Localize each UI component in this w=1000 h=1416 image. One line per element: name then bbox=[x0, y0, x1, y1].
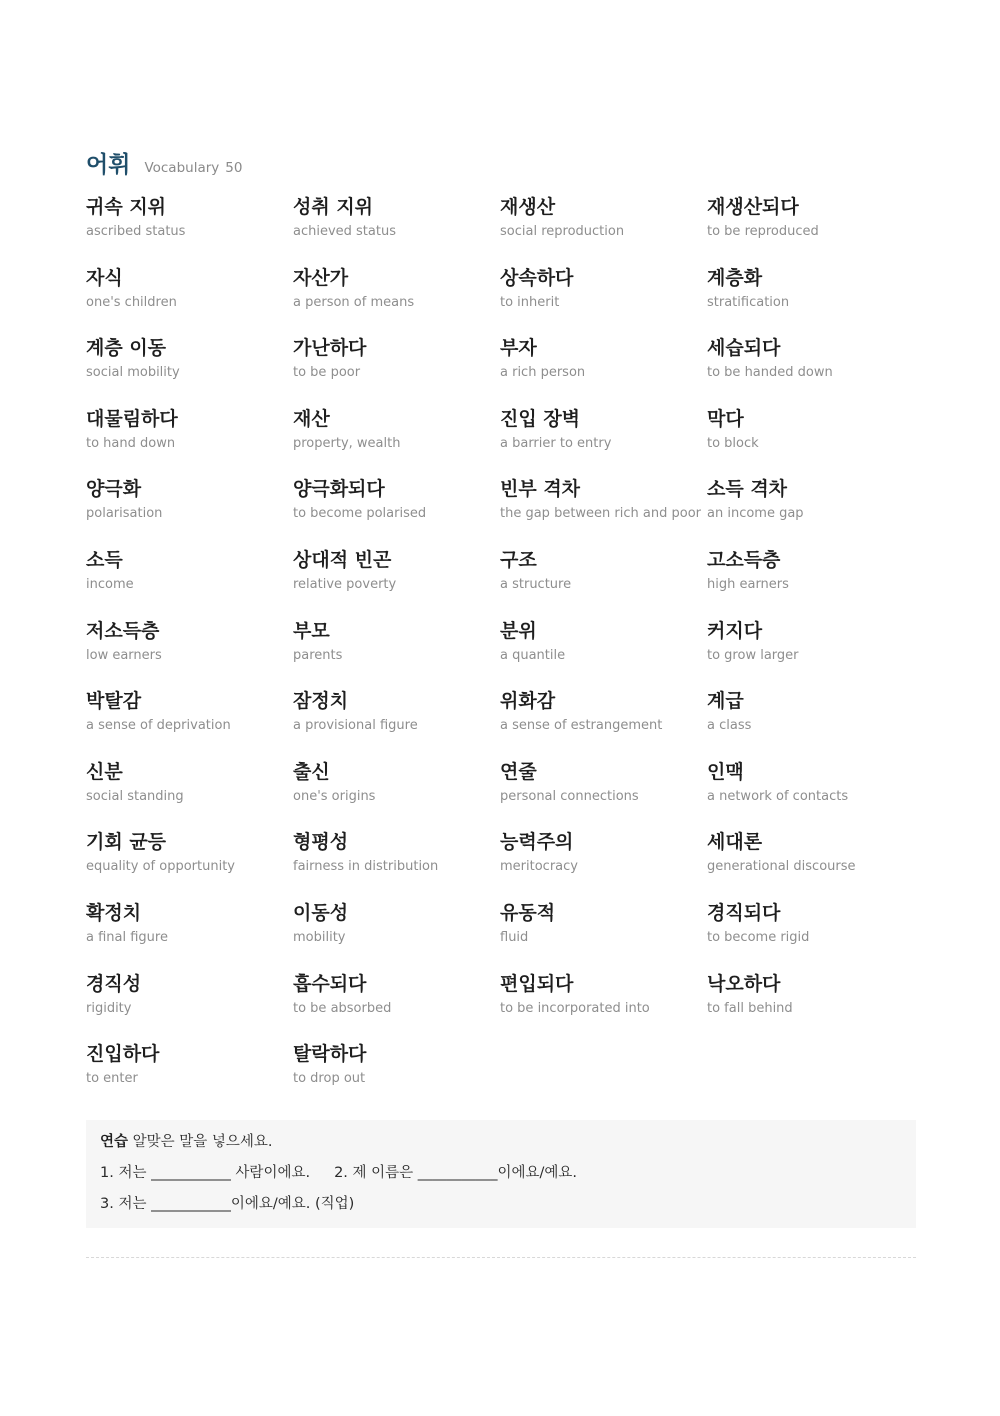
vocab-entry bbox=[293, 971, 500, 1042]
vocab-english: a rich person bbox=[500, 365, 586, 381]
vocab-english: polarisation bbox=[86, 506, 163, 522]
bottom-divider bbox=[86, 1257, 916, 1258]
vocab-english: a quantile bbox=[500, 647, 566, 663]
section-subtitle: Vocabulary bbox=[144, 160, 220, 176]
vocab-entry bbox=[86, 688, 293, 759]
vocab-korean: 막다 bbox=[707, 407, 744, 430]
vocab-entry bbox=[86, 900, 293, 971]
vocab-english: a sense of estrangement bbox=[500, 718, 663, 734]
vocab-english: property, wealth bbox=[293, 435, 401, 451]
vocab-entry bbox=[86, 618, 293, 689]
vocab-entry bbox=[707, 335, 914, 406]
vocab-english: to enter bbox=[86, 1071, 138, 1087]
vocab-entry bbox=[707, 476, 914, 547]
vocab-korean: 세습되다 bbox=[707, 337, 781, 360]
vocab-entry bbox=[86, 547, 293, 618]
vocab-entry bbox=[500, 335, 707, 406]
vocab-korean: 위화감 bbox=[500, 690, 556, 713]
practice-label: 연습 bbox=[100, 1134, 129, 1150]
practice-question-3: 3. 저는 ___________이에요/예요. (직업) bbox=[100, 1196, 355, 1212]
vocab-korean: 계층 이동 bbox=[86, 337, 167, 360]
vocab-korean: 재산 bbox=[293, 407, 330, 430]
vocab-english: fairness in distribution bbox=[293, 859, 439, 875]
vocab-entry bbox=[500, 265, 707, 336]
vocab-entry bbox=[707, 900, 914, 971]
vocab-english: low earners bbox=[86, 647, 162, 663]
vocab-english: social standing bbox=[86, 788, 184, 804]
practice-instruction: 알맞은 말을 넣으세요. bbox=[132, 1134, 273, 1150]
vocab-english: income bbox=[86, 576, 134, 592]
vocab-korean: 탈락하다 bbox=[293, 1043, 367, 1066]
vocab-entry bbox=[293, 194, 500, 265]
vocab-entry bbox=[293, 688, 500, 759]
vocab-english: to inherit bbox=[500, 294, 560, 310]
vocab-korean: 유동적 bbox=[500, 901, 556, 924]
vocab-korean: 신분 bbox=[86, 760, 123, 783]
vocab-english: meritocracy bbox=[500, 859, 578, 875]
vocab-english: to be incorporated into bbox=[500, 1000, 650, 1016]
vocab-korean: 세대론 bbox=[707, 831, 763, 854]
vocab-korean: 대물림하다 bbox=[86, 407, 178, 430]
vocab-entry bbox=[500, 618, 707, 689]
vocab-entry bbox=[293, 1041, 500, 1112]
vocab-entry bbox=[86, 829, 293, 900]
vocab-entry bbox=[707, 618, 914, 689]
vocab-entry bbox=[707, 759, 914, 830]
vocab-korean: 커지다 bbox=[707, 619, 763, 642]
vocab-korean: 기회 균등 bbox=[86, 831, 167, 854]
vocab-entry bbox=[86, 194, 293, 265]
vocab-entry bbox=[86, 335, 293, 406]
vocabulary-count: 50 bbox=[225, 160, 243, 176]
vocab-korean: 능력주의 bbox=[500, 831, 574, 854]
vocab-entry bbox=[707, 194, 914, 265]
vocab-entry bbox=[86, 476, 293, 547]
vocab-entry bbox=[500, 688, 707, 759]
vocab-english: generational discourse bbox=[707, 859, 856, 875]
vocab-korean: 양극화되다 bbox=[293, 478, 385, 501]
vocab-english: equality of opportunity bbox=[86, 859, 235, 875]
vocab-entry bbox=[86, 971, 293, 1042]
section-title: 어휘 bbox=[86, 152, 131, 178]
vocab-entry bbox=[500, 759, 707, 830]
vocab-english: an income gap bbox=[707, 506, 804, 522]
vocab-korean: 형평성 bbox=[293, 831, 349, 854]
vocab-korean: 경직되다 bbox=[707, 901, 781, 924]
vocab-korean: 소득 격차 bbox=[707, 478, 788, 501]
vocab-english: personal connections bbox=[500, 788, 639, 804]
section-header bbox=[86, 146, 242, 179]
vocab-english: a person of means bbox=[293, 294, 415, 310]
vocab-entry bbox=[707, 829, 914, 900]
vocab-english: fluid bbox=[500, 929, 529, 945]
vocab-korean: 박탈감 bbox=[86, 690, 142, 713]
vocab-korean: 성취 지위 bbox=[293, 196, 374, 218]
vocab-korean: 경직성 bbox=[86, 972, 142, 995]
vocab-entry bbox=[500, 900, 707, 971]
vocab-entry bbox=[500, 194, 707, 265]
vocab-korean: 양극화 bbox=[86, 478, 142, 501]
vocab-entry bbox=[293, 265, 500, 336]
vocab-korean: 계층화 bbox=[707, 266, 763, 289]
vocab-korean: 소득 bbox=[86, 548, 123, 571]
practice-question-2: 2. 제 이름은 ___________이에요/예요. bbox=[334, 1165, 578, 1181]
vocab-entry bbox=[707, 547, 914, 618]
practice-box bbox=[86, 1120, 916, 1228]
vocab-english: to block bbox=[707, 435, 759, 451]
vocab-english: high earners bbox=[707, 576, 789, 592]
vocab-english: relative poverty bbox=[293, 576, 397, 592]
vocab-korean: 상속하다 bbox=[500, 266, 574, 289]
vocab-korean: 연줄 bbox=[500, 760, 537, 783]
vocab-korean: 고소득층 bbox=[707, 548, 781, 571]
vocab-english: one's origins bbox=[293, 788, 376, 804]
vocab-english: ascribed status bbox=[86, 224, 186, 239]
vocab-korean: 낙오하다 bbox=[707, 972, 781, 995]
vocab-korean: 인맥 bbox=[707, 760, 744, 783]
vocab-english: rigidity bbox=[86, 1000, 132, 1016]
vocab-entry bbox=[293, 406, 500, 477]
vocab-entry bbox=[707, 971, 914, 1042]
vocab-english: to become polarised bbox=[293, 506, 427, 522]
vocab-korean: 흡수되다 bbox=[293, 972, 367, 995]
vocab-entry bbox=[500, 829, 707, 900]
vocab-entry bbox=[500, 971, 707, 1042]
vocab-korean: 자산가 bbox=[293, 266, 349, 289]
vocab-korean: 진입 장벽 bbox=[500, 407, 581, 430]
vocab-korean: 진입하다 bbox=[86, 1043, 160, 1066]
vocab-english: mobility bbox=[293, 929, 346, 945]
vocab-korean: 가난하다 bbox=[293, 337, 367, 360]
vocab-english: social mobility bbox=[86, 365, 180, 381]
vocab-english: to be reproduced bbox=[707, 224, 819, 239]
vocab-korean: 구조 bbox=[500, 548, 537, 571]
vocab-entry bbox=[86, 1041, 293, 1112]
vocab-korean: 확정치 bbox=[86, 901, 142, 924]
vocab-english: a class bbox=[707, 718, 752, 734]
vocab-korean: 잠정치 bbox=[293, 690, 349, 713]
vocab-english: social reproduction bbox=[500, 224, 625, 239]
vocab-korean: 상대적 빈곤 bbox=[293, 548, 392, 571]
vocab-korean: 부자 bbox=[500, 337, 537, 360]
vocab-entry bbox=[293, 618, 500, 689]
vocab-entry bbox=[293, 829, 500, 900]
vocab-english: to hand down bbox=[86, 435, 176, 451]
vocab-korean: 이동성 bbox=[293, 901, 349, 924]
vocab-entry bbox=[86, 759, 293, 830]
vocab-english: a sense of deprivation bbox=[86, 718, 231, 734]
vocab-entry bbox=[500, 547, 707, 618]
vocabulary-grid bbox=[86, 194, 916, 1112]
vocab-english: to be handed down bbox=[707, 365, 833, 381]
vocab-entry bbox=[500, 476, 707, 547]
vocab-english: one's children bbox=[86, 294, 177, 310]
vocab-korean: 출신 bbox=[293, 760, 330, 783]
vocab-korean: 계급 bbox=[707, 690, 744, 713]
vocab-korean: 부모 bbox=[293, 619, 330, 642]
vocab-entry bbox=[293, 900, 500, 971]
vocab-korean: 편입되다 bbox=[500, 972, 574, 995]
vocab-english: to be poor bbox=[293, 365, 361, 381]
vocab-english: parents bbox=[293, 647, 343, 663]
vocab-english: a network of contacts bbox=[707, 788, 849, 804]
vocab-entry bbox=[707, 406, 914, 477]
vocab-english: to fall behind bbox=[707, 1000, 793, 1016]
vocab-korean: 자식 bbox=[86, 266, 123, 289]
vocab-english: to become rigid bbox=[707, 929, 810, 945]
vocab-korean: 저소득층 bbox=[86, 619, 160, 642]
vocab-english: to be absorbed bbox=[293, 1000, 392, 1016]
vocab-entry bbox=[293, 759, 500, 830]
practice-instruction-line bbox=[100, 1132, 902, 1163]
vocab-entry bbox=[86, 406, 293, 477]
vocab-korean: 귀속 지위 bbox=[86, 196, 167, 218]
vocab-english: a provisional figure bbox=[293, 718, 418, 734]
vocab-english: achieved status bbox=[293, 224, 396, 239]
vocab-english: stratification bbox=[707, 294, 790, 310]
vocab-english: to drop out bbox=[293, 1071, 366, 1087]
vocab-korean: 빈부 격차 bbox=[500, 478, 581, 501]
vocab-korean: 재생산 bbox=[500, 196, 556, 218]
practice-line-2 bbox=[100, 1194, 902, 1225]
vocab-english: a final figure bbox=[86, 929, 168, 945]
vocab-entry bbox=[293, 547, 500, 618]
vocab-english: to grow larger bbox=[707, 647, 799, 663]
vocab-entry bbox=[707, 265, 914, 336]
vocab-entry bbox=[707, 688, 914, 759]
vocab-english: a barrier to entry bbox=[500, 435, 612, 451]
vocab-english: a structure bbox=[500, 576, 572, 592]
vocab-entry bbox=[293, 476, 500, 547]
practice-question-1: 1. 저는 ___________ 사람이에요. bbox=[100, 1165, 311, 1181]
vocab-entry bbox=[500, 406, 707, 477]
vocab-english: the gap between rich and poor bbox=[500, 506, 701, 522]
vocab-korean: 재생산되다 bbox=[707, 196, 799, 218]
practice-line-1 bbox=[100, 1163, 902, 1194]
vocab-entry bbox=[293, 335, 500, 406]
vocab-korean: 분위 bbox=[500, 619, 537, 642]
vocab-entry bbox=[86, 265, 293, 336]
